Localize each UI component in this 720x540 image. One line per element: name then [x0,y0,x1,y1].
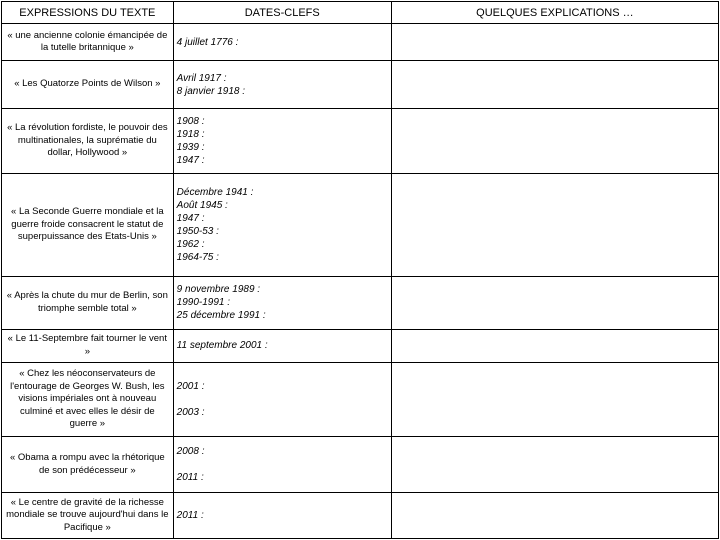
date-entry: 11 septembre 2001 : [176,340,268,352]
explanation-cell[interactable] [391,276,718,329]
date-entry: 2011 : [176,510,204,522]
table-row [2,174,719,277]
expression-cell: « Après la chute du mur de Berlin, son triomphe semble total » [2,276,174,329]
date-entry: 1947 : [176,213,205,225]
expression-cell: « Obama a rompu avec la rhétorique de son prédécesseur » [2,437,174,493]
date-entry: 2011 : [176,472,204,484]
explanation-cell[interactable] [391,329,718,362]
expression-cell: « Les Quatorze Points de Wilson » [2,61,174,109]
explanation-cell[interactable] [391,437,718,493]
date-entry: 4 juillet 1776 : [176,36,239,48]
date-entry: 1939 : [176,142,205,154]
date-entry: 1950-53 : [176,226,219,238]
date-entry: Décembre 1941 : [176,187,254,199]
date-entry: 2008 : [176,446,205,458]
explanation-cell[interactable] [391,108,718,173]
dates-cell [173,174,391,277]
date-entry: Août 1945 : [176,200,228,212]
dates-cell [173,493,391,539]
date-entry: 2003 : [176,407,205,419]
dates-cell [173,362,391,437]
table-row [2,362,719,437]
date-entry: 2001 : [176,381,205,393]
expression-cell: « Le 11-Septembre fait tourner le vent » [2,329,174,362]
date-entry: 1962 : [176,239,205,251]
header-explanations: QUELQUES EXPLICATIONS … [391,2,718,24]
header-row [2,2,719,24]
dates-cell [173,61,391,109]
date-entry: 1964-75 : [176,252,219,264]
header-expressions: EXPRESSIONS DU TEXTE [2,2,174,24]
dates-cell [173,329,391,362]
explanation-cell[interactable] [391,493,718,539]
table-row [2,493,719,539]
date-entry: 1908 : [176,116,205,128]
date-entry: 8 janvier 1918 : [176,85,246,97]
explanation-cell[interactable] [391,174,718,277]
explanation-cell[interactable] [391,362,718,437]
date-entry: 1990-1991 : [176,297,231,309]
dates-cell [173,108,391,173]
table-row [2,108,719,173]
date-entry: 9 novembre 1989 : [176,284,261,296]
expression-cell: « La Seconde Guerre mondiale et la guerre froide consacrent le statut de superpuissance des Etats-Unis » [2,174,174,277]
worksheet-table [1,1,719,539]
explanation-cell[interactable] [391,61,718,109]
date-entry: 1918 : [176,129,205,141]
date-entry: Avril 1917 : [176,72,227,84]
dates-cell [173,437,391,493]
table-row [2,61,719,109]
header-dates: DATES-CLEFS [173,2,391,24]
date-entry: 1947 : [176,155,205,167]
expression-cell: « Chez les néoconservateurs de l'entourage de Georges W. Bush, les visions impériales ont à nouveau culminé et avec elles le désir de guerre » [2,362,174,437]
explanation-cell[interactable] [391,24,718,61]
dates-cell [173,24,391,61]
table-row [2,329,719,362]
expression-cell: « une ancienne colonie émancipée de la tutelle britannique » [2,24,174,61]
table-row [2,276,719,329]
table-row [2,437,719,493]
expression-cell: « Le centre de gravité de la richesse mondiale se trouve aujourd'hui dans le Pacifique » [2,493,174,539]
table-row [2,24,719,61]
expression-cell: « La révolution fordiste, le pouvoir des multinationales, la suprématie du dollar, Hollywood » [2,108,174,173]
date-entry: 25 décembre 1991 : [176,310,266,322]
dates-cell [173,276,391,329]
